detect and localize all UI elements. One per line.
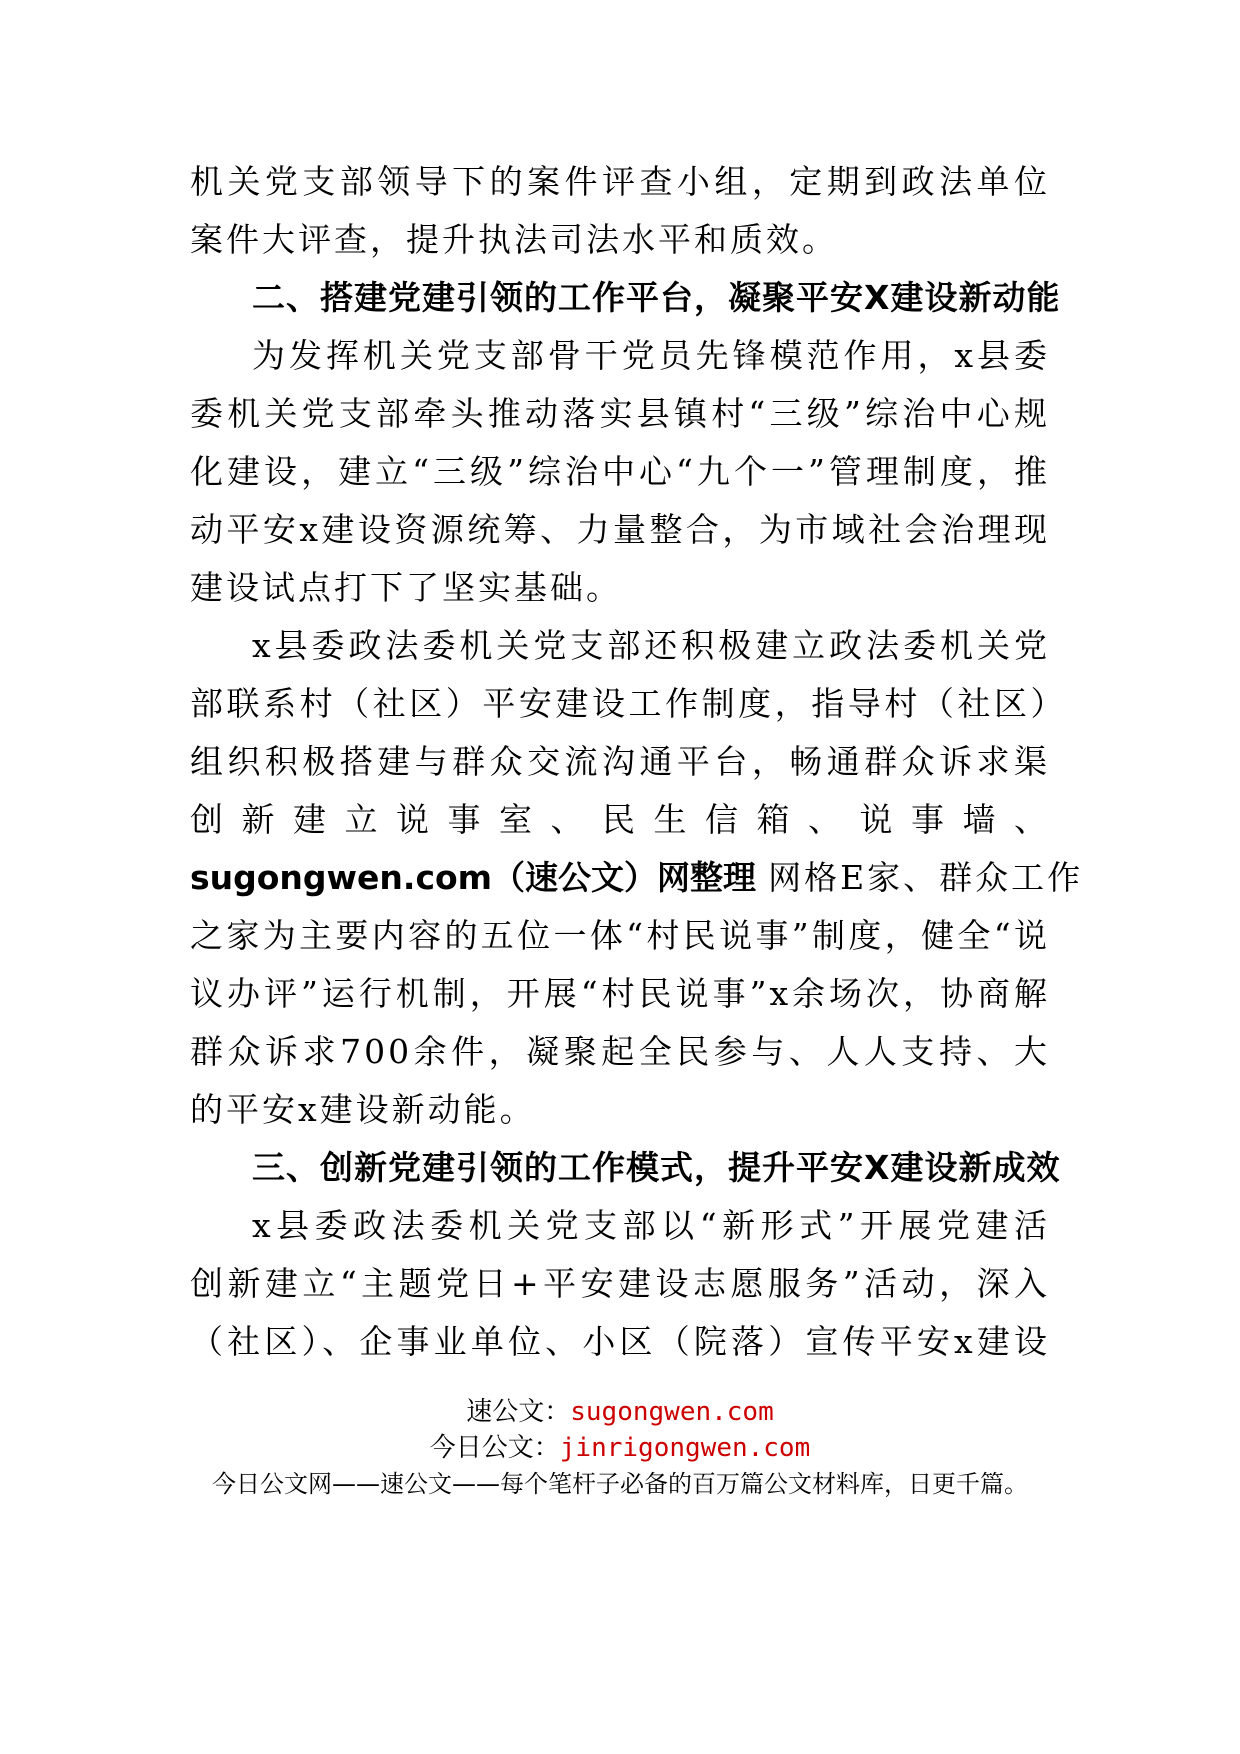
footer-label: 今日公文：: [429, 1433, 560, 1463]
body-line: 部联系村（社区）平安建设工作制度，指导村（社区）: [190, 684, 1050, 723]
footer-link-jinrigongwen[interactable]: jinrigongwen.com: [559, 1433, 811, 1463]
footer-slogan: 今日公文网——速公文——每个笔杆子必备的百万篇公文材料库，日更千篇。: [212, 1470, 1028, 1498]
body-line: 之家为主要内容的五位一体“村民说事”制度，健全“说: [190, 916, 1050, 955]
body-line: 为发挥机关党支部骨干党员先锋模范作用，x县委: [252, 336, 1050, 375]
footer-label: 速公文：: [466, 1397, 571, 1427]
body-line: 议办评”运行机制，开展“村民说事”x余场次，协商解: [190, 974, 1050, 1013]
body-line: 创 新 建 立 说 事 室 、 民 生 信 箱 、 说 事 墙 、: [190, 800, 1050, 839]
body-line: [190, 858, 1084, 898]
footer-link-sugongwen[interactable]: sugongwen.com: [570, 1397, 774, 1427]
body-line: 动平安x建设资源统筹、力量整合，为市域社会治理现: [190, 510, 1050, 549]
footer-line-2: [0, 1432, 1240, 1464]
body-text: 网格E家、群众工作: [768, 858, 1084, 897]
body-line: 案件大评查，提升执法司法水平和质效。: [190, 220, 838, 259]
body-line: 组织积极搭建与群众交流沟通平台，畅通群众诉求渠: [190, 742, 1050, 781]
body-line: 创新建立“主题党日+平安建设志愿服务”活动，深入: [190, 1264, 1050, 1303]
body-line: 的平安x建设新动能。: [190, 1090, 536, 1129]
body-line: 委机关党支部牵头推动落实县镇村“三级”综治中心规: [190, 394, 1050, 433]
body-line: 建设试点打下了坚实基础。: [190, 568, 622, 607]
body-line: x县委政法委机关党支部以“新形式”开展党建活: [252, 1206, 1050, 1245]
footer-line-1: [0, 1396, 1240, 1428]
body-line: 化建设，建立“三级”综治中心“九个一”管理制度，推: [190, 452, 1050, 491]
body-line: （社区）、企事业单位、小区（院落）宣传平安x建设: [190, 1322, 1050, 1361]
body-line: x县委政法委机关党支部还积极建立政法委机关党: [252, 626, 1050, 665]
watermark-text: sugongwen.com（速公文）网整理: [190, 858, 757, 897]
section-heading: 三、创新党建引领的工作模式，提升平安X建设新成效: [252, 1148, 1061, 1187]
section-heading: 二、搭建党建引领的工作平台，凝聚平安X建设新动能: [252, 278, 1061, 317]
body-line: 群众诉求700余件，凝聚起全民参与、人人支持、大: [190, 1032, 1050, 1071]
body-line: 机关党支部领导下的案件评查小组，定期到政法单位: [190, 162, 1050, 201]
